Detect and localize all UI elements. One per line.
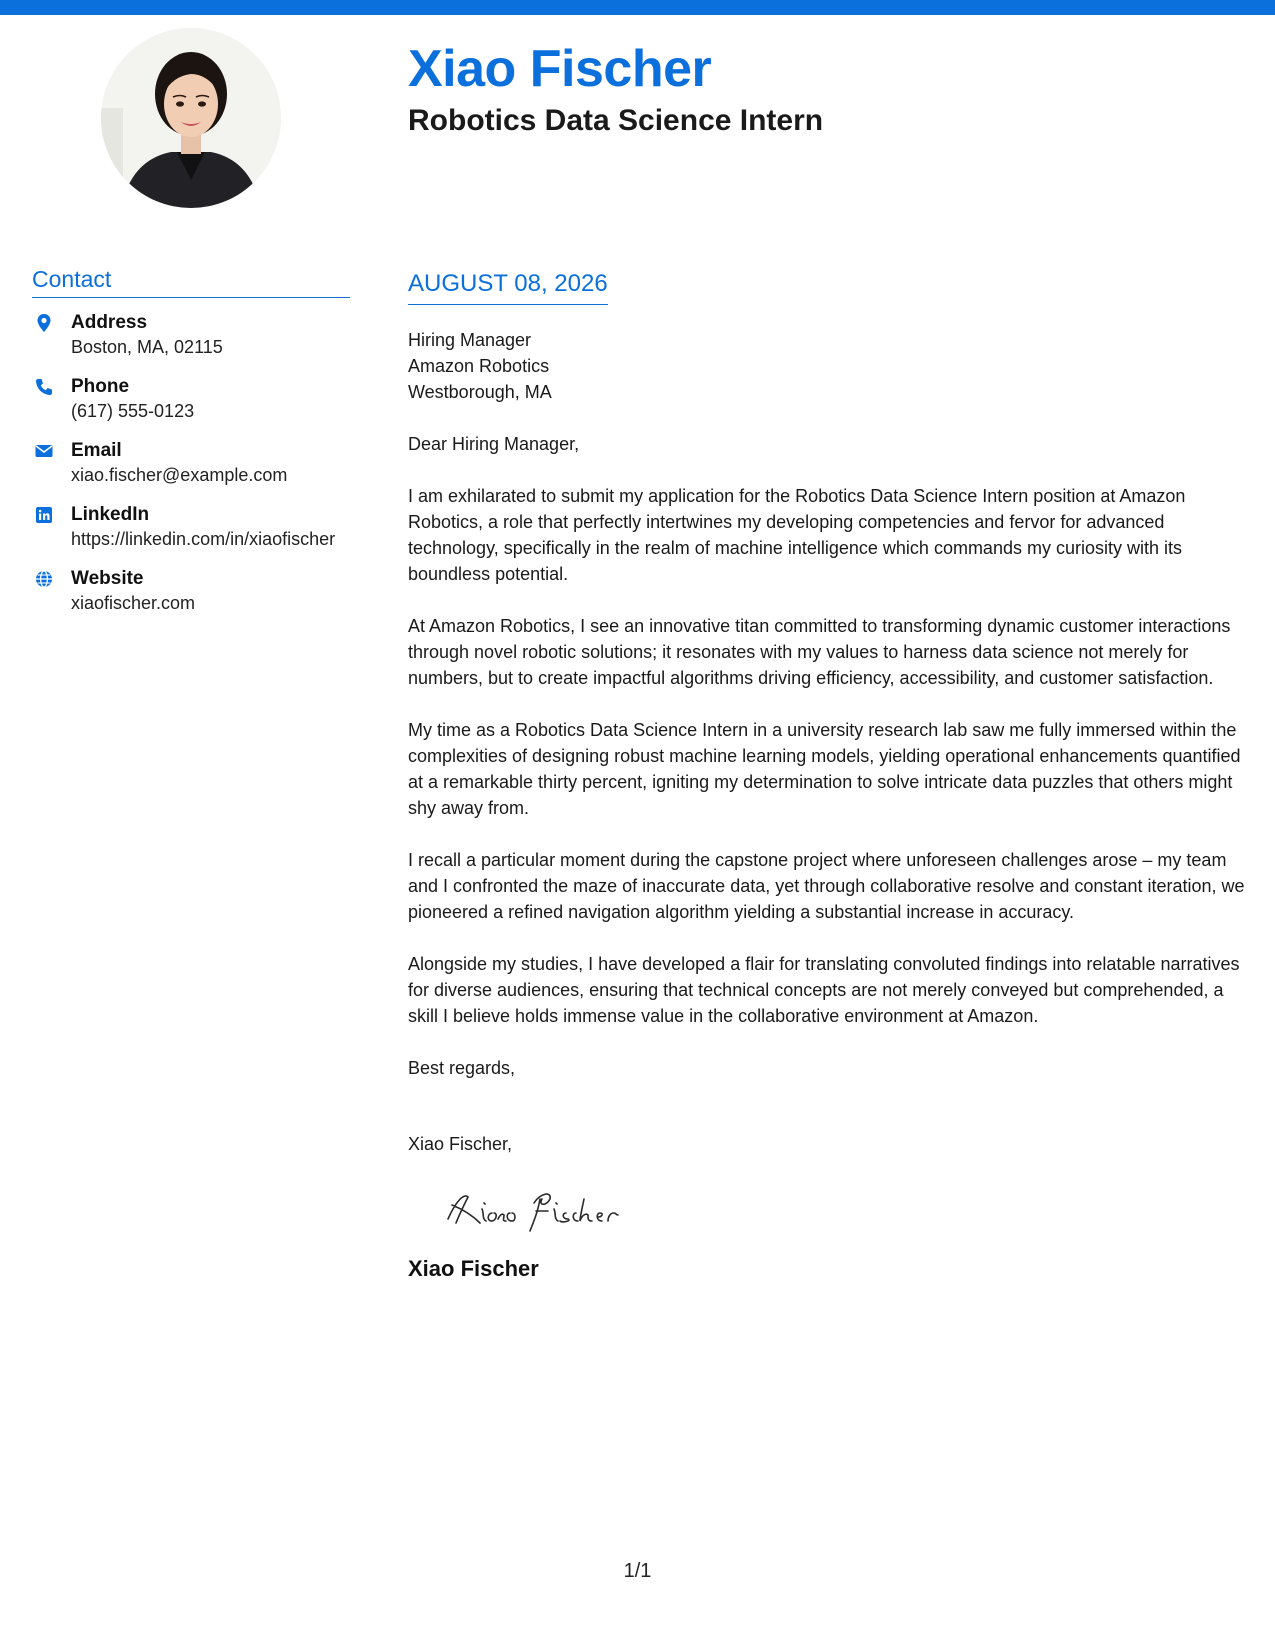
signer-comma-line: Xiao Fischer, — [408, 1133, 513, 1154]
contact-item-email — [32, 438, 350, 488]
handwritten-signature — [442, 1179, 642, 1237]
recipient-block — [408, 327, 1248, 405]
contact-item-phone — [32, 374, 350, 424]
contact-label: LinkedIn — [71, 503, 150, 525]
contact-value: Boston, MA, 02115 — [71, 336, 223, 357]
contact-item-linkedin — [32, 502, 350, 552]
letter-body — [408, 270, 1248, 1282]
signer-name: Xiao Fischer — [408, 1255, 539, 1281]
phone-icon — [34, 377, 54, 397]
contact-heading: Contact — [32, 266, 350, 298]
top-accent-bar — [0, 0, 1275, 15]
letter-paragraph: Alongside my studies, I have developed a flair for translating convoluted findings into relatable narratives for diverse audiences, ensuring that technical concepts are not merely conveyed but comprehended, a skill I believe holds immense value in the collaborative environment at Amazon. — [408, 953, 1240, 1026]
page-number: 1/1 — [623, 1560, 652, 1582]
contact-sidebar — [32, 266, 350, 630]
contact-label: Phone — [71, 375, 130, 397]
closing: Best regards, — [408, 1057, 516, 1078]
contact-label: Website — [71, 567, 144, 589]
contact-item-address — [32, 310, 350, 360]
recipient-line: Hiring Manager — [408, 329, 532, 350]
contact-value: xiao.fischer@example.com — [71, 464, 288, 485]
recipient-line: Westborough, MA — [408, 381, 552, 402]
globe-icon — [34, 569, 54, 589]
letter-paragraph: My time as a Robotics Data Science Intern in a university research lab saw me fully immersed within the complexities of designing robust machine learning models, yielding operational enhancements quantified at a remarkable thirty percent, igniting my determination to solve intricate data puzzles that others might shy away from. — [408, 719, 1241, 818]
profile-photo — [101, 28, 281, 208]
contact-value: xiaofischer.com — [71, 592, 196, 613]
map-pin-icon — [34, 313, 54, 333]
applicant-title: Robotics Data Science Intern — [408, 104, 824, 137]
linkedin-icon — [34, 505, 54, 525]
recipient-line: Amazon Robotics — [408, 355, 550, 376]
contact-label: Address — [71, 311, 148, 333]
salutation: Dear Hiring Manager, — [408, 433, 580, 454]
email-icon — [34, 441, 54, 461]
contact-item-website — [32, 566, 350, 616]
contact-value: https://linkedin.com/in/xiaofischer — [71, 528, 336, 549]
letter-paragraph: I am exhilarated to submit my application for the Robotics Data Science Intern position at Amazon Robotics, a role that perfectly intertwines my developing competencies and fervor for advanced technology, specifically in the realm of machine intelligence which commands my curiosity with its boundless potential. — [408, 485, 1186, 584]
letter-date: AUGUST 08, 2026 — [408, 270, 608, 305]
contact-label: Email — [71, 439, 122, 461]
letter-paragraph: At Amazon Robotics, I see an innovative titan committed to transforming dynamic customer interactions through novel robotic solutions; it resonates with my values to harness data science not merely for numbers, but to create impactful algorithms driving efficiency, accessibility, and customer satisfaction. — [408, 615, 1231, 688]
letter-paragraph: I recall a particular moment during the capstone project where unforeseen challenges arose – my team and I confronted the maze of inaccurate data, yet through collaborative resolve and constant iteration, we pioneered a refined navigation algorithm yielding a substantial increase in accuracy. — [408, 849, 1245, 922]
applicant-name: Xiao Fischer — [408, 40, 712, 98]
contact-value: (617) 555-0123 — [71, 400, 195, 421]
